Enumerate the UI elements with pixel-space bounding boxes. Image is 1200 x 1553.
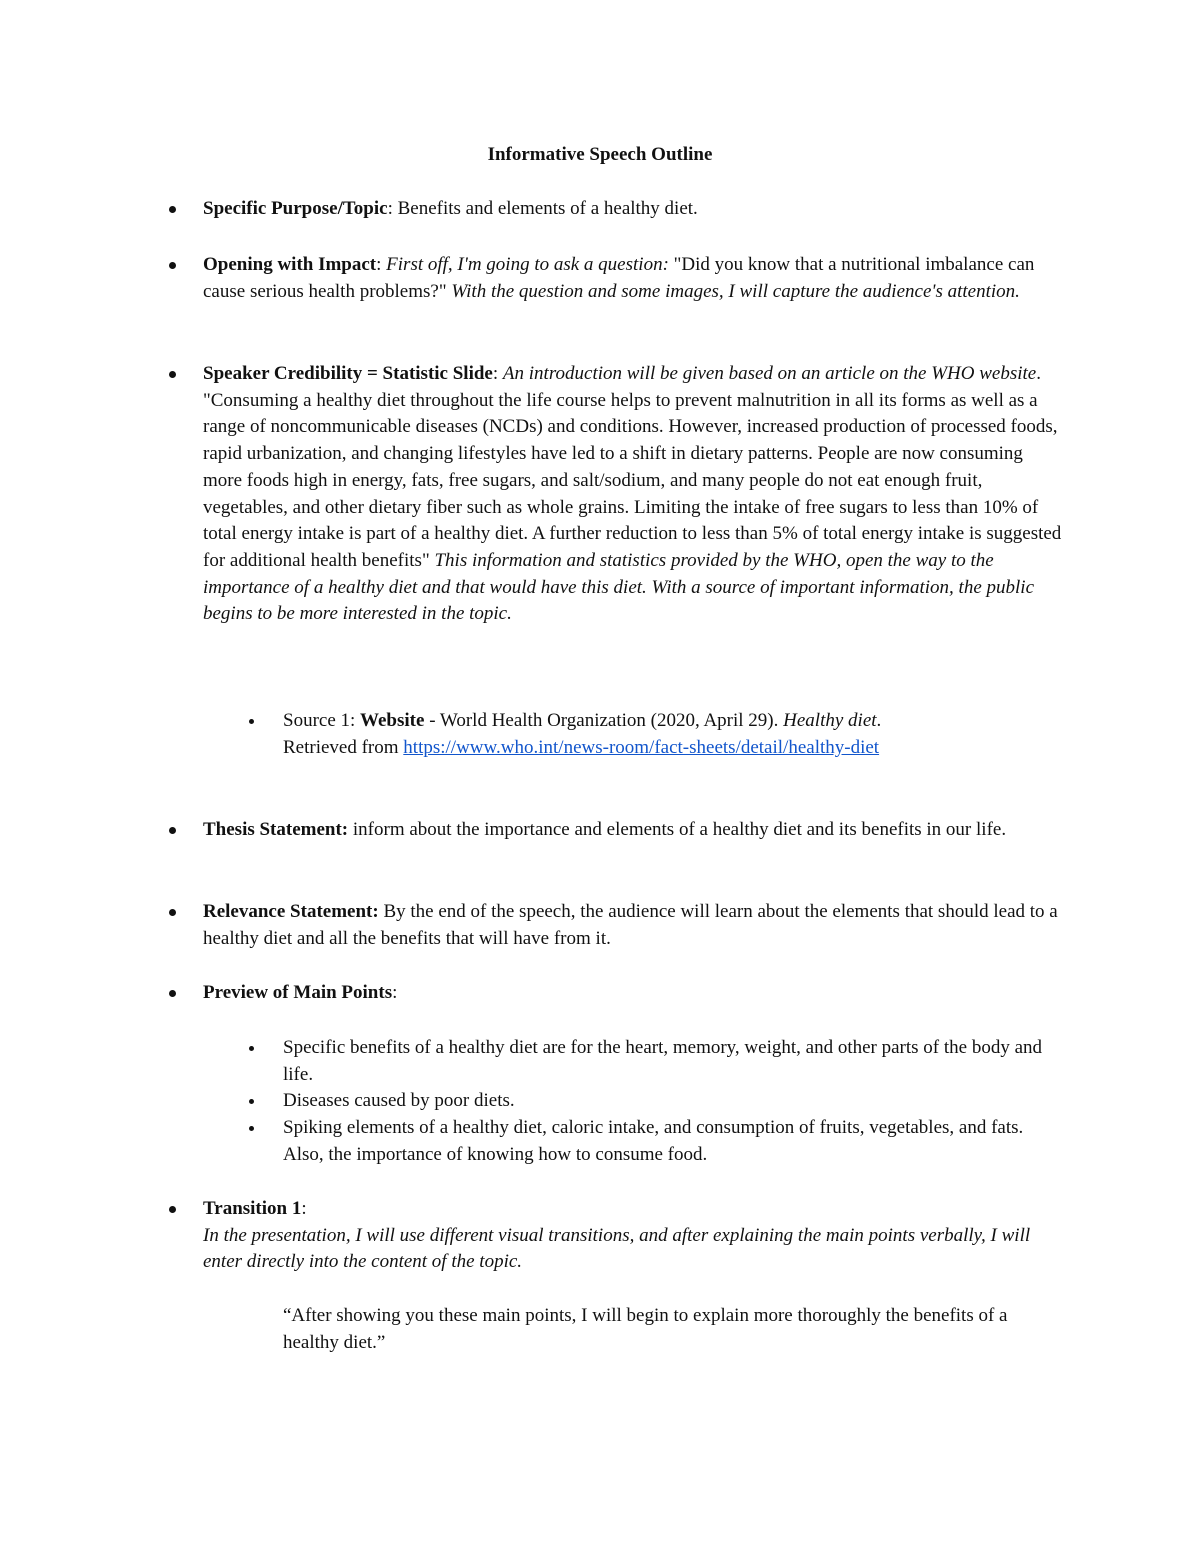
- preview-sep: :: [392, 982, 398, 1003]
- purpose-label: Specific Purpose/Topic: [203, 198, 388, 219]
- source-item: [283, 708, 1063, 761]
- opening-italic-intro: First off, I'm going to ask a question:: [386, 254, 669, 275]
- purpose-item: [203, 196, 1063, 223]
- preview-item: [203, 980, 1063, 1007]
- opening-sep: :: [376, 254, 387, 275]
- bullet-icon: [249, 1126, 254, 1131]
- transition-label: Transition 1: [203, 1198, 302, 1219]
- source-label: Website: [360, 710, 425, 731]
- bullet-icon: [169, 827, 176, 834]
- credibility-label: Speaker Credibility = Statistic Slide: [203, 363, 493, 384]
- bullet-icon: [169, 909, 176, 916]
- preview-point: [283, 1088, 1063, 1115]
- opening-label: Opening with Impact: [203, 254, 377, 275]
- bullet-icon: [169, 262, 176, 269]
- credibility-item: [203, 361, 1063, 628]
- transition-sep: :: [301, 1198, 307, 1219]
- bullet-icon: [169, 206, 176, 213]
- relevance-text: By the end of the speech, the audience will learn about the elements that should lead to a healthy diet and all the benefits that will have from it.: [203, 901, 1058, 949]
- credibility-italic-intro: An introduction will be given based on an article on the WHO website: [502, 363, 1037, 384]
- preview-point-text: Spiking elements of a healthy diet, caloric intake, and consumption of fruits, vegetables, and fats. Also, the importance of knowing how to consume food.: [283, 1117, 1024, 1165]
- thesis-label: Thesis Statement:: [203, 819, 349, 840]
- thesis-text: inform about the importance and elements of a healthy diet and its benefits in our life.: [348, 819, 1007, 840]
- opening-quote: "Did you know that a nutritional imbalance can cause serious health problems?": [203, 254, 1035, 302]
- purpose-sep: :: [387, 198, 398, 219]
- transition-quote: “After showing you these main points, I will begin to explain more thoroughly the benefits of a healthy diet.”: [283, 1305, 1008, 1353]
- bullet-icon: [249, 719, 254, 724]
- preview-point: [283, 1115, 1063, 1168]
- credibility-quote: . "Consuming a healthy diet throughout the life course helps to prevent malnutrition in all its forms as well as a range of noncommunicable diseases (NCDs) and conditions. However, increased production of processed foods, rapid urbanization, and changing lifestyles have led to a shift in dietary patterns. People are now consuming more foods high in energy, fats, free sugars, and salt/sodium, and many people do not eat enough fruit, vegetables, and other dietary fiber such as whole grains. Limiting the intake of free sugars to less than 10% of total energy intake is part of a healthy diet. A further reduction to less than 5% of total energy intake is suggested for additional health benefits": [203, 363, 1062, 571]
- source-link[interactable]: https://www.who.int/news-room/fact-sheets/detail/healthy-diet: [403, 736, 880, 758]
- opening-italic-close: With the question and some images, I will capture the audience's attention.: [451, 280, 1020, 302]
- bullet-icon: [169, 990, 176, 997]
- bullet-icon: [169, 1206, 176, 1213]
- bullet-icon: [249, 1099, 254, 1104]
- relevance-label: Relevance Statement:: [203, 901, 379, 922]
- transition-item: [203, 1196, 1063, 1276]
- preview-label: Preview of Main Points: [203, 982, 393, 1003]
- purpose-text: Benefits and elements of a healthy diet.: [397, 198, 698, 219]
- thesis-item: [203, 817, 1063, 844]
- credibility-sep: :: [492, 363, 503, 384]
- source-retrieved: Retrieved from: [283, 736, 404, 758]
- document-title: Informative Speech Outline: [487, 144, 713, 165]
- source-title: Healthy diet: [783, 710, 877, 731]
- preview-point-text: Specific benefits of a healthy diet are for the heart, memory, weight, and other parts of the body and life.: [283, 1037, 1043, 1085]
- opening-item: [203, 252, 1063, 305]
- preview-point: [283, 1035, 1063, 1088]
- transition-italic: In the presentation, I will use different visual transitions, and after explaining the main points verbally, I will enter directly into the content of the topic.: [203, 1224, 1031, 1273]
- preview-point-text: Diseases caused by poor diets.: [283, 1090, 515, 1111]
- source-text: - World Health Organization (2020, April 29).: [424, 710, 784, 731]
- relevance-item: [203, 899, 1063, 952]
- bullet-icon: [249, 1046, 254, 1051]
- source-after: .: [876, 710, 882, 731]
- source-prefix: Source 1:: [283, 710, 361, 731]
- bullet-icon: [169, 371, 176, 378]
- credibility-italic-close: This information and statistics provided by the WHO, open the way to the importance of a healthy diet and that would have this diet. With a source of important information, the public begins to be more interested in the topic.: [203, 549, 1034, 625]
